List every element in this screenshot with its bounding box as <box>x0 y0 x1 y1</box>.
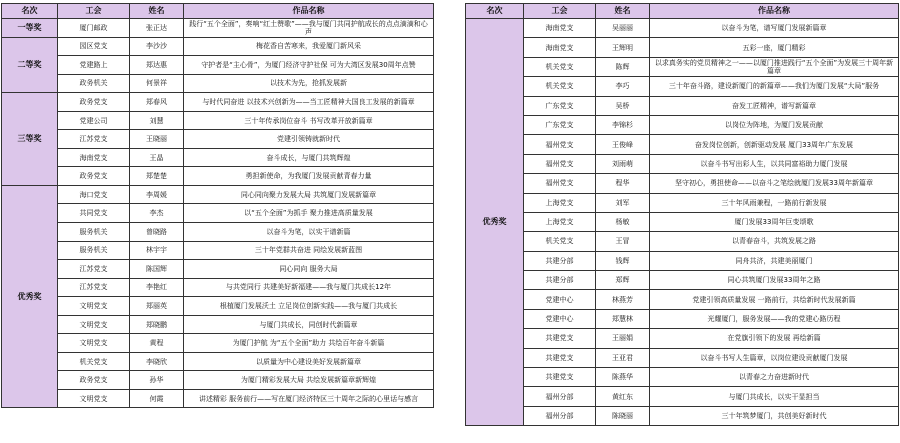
table-row <box>2 93 434 112</box>
table-row <box>2 111 434 130</box>
header-rank: 名次 <box>466 4 524 19</box>
union-cell: 机关党支 <box>524 57 596 76</box>
union-cell: 福州分部 <box>524 387 596 406</box>
rank-cell: 三等奖 <box>2 93 58 186</box>
table-row <box>2 74 434 93</box>
name-cell: 陈国辉 <box>130 260 184 279</box>
awards-table-right <box>465 3 899 426</box>
name-cell: 郑丽英 <box>130 297 184 316</box>
table-row <box>2 167 434 186</box>
work-cell: 坚守初心，勇担使命——以奋斗之笔绘就厦门发展33周年新篇章 <box>650 174 899 193</box>
work-cell: 与厦门共成长，同创时代新篇章 <box>184 315 434 334</box>
union-cell: 江苏党支 <box>58 130 130 149</box>
table-row <box>466 96 899 115</box>
name-cell: 王晶 <box>130 148 184 167</box>
table-row <box>466 212 899 231</box>
union-cell: 文明党支 <box>58 315 130 334</box>
name-cell: 李巧 <box>596 77 650 96</box>
union-cell: 福州党支 <box>524 174 596 193</box>
work-cell: 三十年奋斗路，建设新厦门的新篇章——我们为厦门发展“大局”服务 <box>650 77 899 96</box>
union-cell: 上海党支 <box>524 193 596 212</box>
rank-cell: 二等奖 <box>2 37 58 93</box>
work-cell: 为厦门精彩发展大局 共绘发展新篇章新辉煌 <box>184 371 434 390</box>
union-cell: 共建分部 <box>524 271 596 290</box>
union-cell: 厦门邮政 <box>58 19 130 38</box>
table-row <box>2 389 434 408</box>
work-cell: 与时代同奋进 以技术兴创新为——当工匠精神大国良工发展的新篇章 <box>184 93 434 112</box>
table-row <box>466 290 899 309</box>
union-cell: 共建分部 <box>524 251 596 270</box>
table-row <box>2 204 434 223</box>
work-cell: 厦门发展33周年巨变颂歌 <box>650 212 899 231</box>
union-cell: 党建中心 <box>524 290 596 309</box>
name-cell: 陈辉 <box>596 57 650 76</box>
name-cell: 郑达惠 <box>130 56 184 75</box>
work-cell: 以奋斗为笔，以实干谱新篇 <box>184 223 434 242</box>
work-cell: 奋发岗位创新，创新驱动发展 厦门33周年广东发展 <box>650 135 899 154</box>
work-cell: 与共党同行 共建美好新福建——我与厦门共成长12年 <box>184 278 434 297</box>
work-cell: 为厦门护航 为“五个全面”助力 共绘百年奋斗新篇 <box>184 334 434 353</box>
table-row <box>2 223 434 242</box>
work-cell: 以奋斗书写出彩人生，以共同富裕助力厦门发展 <box>650 154 899 173</box>
union-cell: 文明党支 <box>58 297 130 316</box>
table-row <box>2 297 434 316</box>
name-cell: 王冒 <box>596 232 650 251</box>
table-row <box>2 19 434 38</box>
name-cell: 郑春风 <box>130 93 184 112</box>
name-cell: 郑慧林 <box>596 309 650 328</box>
work-cell: 以青春之力奋进新时代 <box>650 368 899 387</box>
table-row <box>466 19 899 38</box>
work-cell: 以“五个全面”为抓手 聚力推进高质量发展 <box>184 204 434 223</box>
union-cell: 机关党支 <box>524 232 596 251</box>
name-cell: 刘军 <box>596 193 650 212</box>
work-cell: 以求真务实的党员精神之一——以厦门推进践行“五个全面”为发展三十周年新篇章 <box>650 57 899 76</box>
union-cell: 政务党支 <box>58 371 130 390</box>
name-cell: 杨敏 <box>596 212 650 231</box>
name-cell: 林宇宇 <box>130 241 184 260</box>
awards-table-left <box>1 3 434 408</box>
table-row <box>466 232 899 251</box>
work-cell: 三十年筑梦厦门，共创美好新时代 <box>650 406 899 425</box>
work-cell: 根植厦门发展沃土 立足岗位创新实践——我与厦门共成长 <box>184 297 434 316</box>
work-cell: 在党旗引领下的发展 再绘新篇 <box>650 329 899 348</box>
work-cell: 勇担新使命，为我厦门发展贡献青春力量 <box>184 167 434 186</box>
name-cell: 李杰 <box>130 204 184 223</box>
name-cell: 王俊峰 <box>596 135 650 154</box>
union-cell: 园区党支 <box>58 37 130 56</box>
table-row <box>466 135 899 154</box>
table-row <box>2 352 434 371</box>
work-cell: 三十年风雨兼程，一路前行新发展 <box>650 193 899 212</box>
table-row <box>466 251 899 270</box>
work-cell: 奋发工匠精神，谱写新篇章 <box>650 96 899 115</box>
header-union: 工会 <box>524 4 596 19</box>
name-cell: 黄程 <box>130 334 184 353</box>
name-cell: 李周媛 <box>130 185 184 204</box>
name-cell: 王亚君 <box>596 348 650 367</box>
header-name: 姓名 <box>596 4 650 19</box>
work-cell: 梅花香自苦寒来，我爱厦门新风采 <box>184 37 434 56</box>
union-cell: 福州分部 <box>524 406 596 425</box>
table-row <box>466 115 899 134</box>
name-cell: 刘雨萌 <box>596 154 650 173</box>
work-cell: 党建引领高质量发展 一路前行，共绘新时代发展新篇 <box>650 290 899 309</box>
union-cell: 共建党支 <box>524 329 596 348</box>
name-cell: 郑晓鹏 <box>130 315 184 334</box>
name-cell: 刘慧 <box>130 111 184 130</box>
table-row <box>2 241 434 260</box>
table-body <box>2 19 434 408</box>
work-cell: 同心共筑厦门发展33周年之路 <box>650 271 899 290</box>
name-cell: 何景祥 <box>130 74 184 93</box>
work-cell: 讲述精彩 服务前行——写在厦门经济特区三十周年之际的心里话与感言 <box>184 389 434 408</box>
work-cell: 同舟共济，共建美丽厦门 <box>650 251 899 270</box>
union-cell: 文明党支 <box>58 389 130 408</box>
table-row <box>466 368 899 387</box>
work-cell: 以奋斗书写人生篇章，以岗位建设贡献厦门发展 <box>650 348 899 367</box>
name-cell: 陈晓丽 <box>596 406 650 425</box>
table-row <box>2 334 434 353</box>
name-cell: 陈燕华 <box>596 368 650 387</box>
table-row <box>466 329 899 348</box>
table-row <box>466 174 899 193</box>
table-row <box>2 130 434 149</box>
name-cell: 郑辉 <box>596 271 650 290</box>
work-cell: 以青春奋斗，共筑发展之路 <box>650 232 899 251</box>
work-cell: 同心同向 服务大局 <box>184 260 434 279</box>
rank-cell: 一等奖 <box>2 19 58 38</box>
table-body <box>466 19 899 426</box>
union-cell: 福州党支 <box>524 154 596 173</box>
union-cell: 政务机关 <box>58 74 130 93</box>
union-cell: 党建中心 <box>524 309 596 328</box>
union-cell: 广东党支 <box>524 115 596 134</box>
union-cell: 共建党支 <box>524 368 596 387</box>
table-header-row <box>2 4 434 19</box>
name-cell: 郑楚楚 <box>130 167 184 186</box>
work-cell: 三十年党群共奋进 同绘发展新蓝图 <box>184 241 434 260</box>
work-cell: 光耀厦门，服务发展——我的党建心路历程 <box>650 309 899 328</box>
table-row <box>466 154 899 173</box>
union-cell: 服务机关 <box>58 223 130 242</box>
union-cell: 共同党支 <box>58 204 130 223</box>
table-row <box>2 278 434 297</box>
name-cell: 曾晓路 <box>130 223 184 242</box>
work-cell: 以奋斗为笔，谱写厦门发展新篇章 <box>650 19 899 38</box>
work-cell: 以质量为中心建设美好发展新篇章 <box>184 352 434 371</box>
union-cell: 服务机关 <box>58 241 130 260</box>
work-cell: 五彩一座，厦门精彩 <box>650 38 899 57</box>
union-cell: 机关党支 <box>58 352 130 371</box>
union-cell: 广东党支 <box>524 96 596 115</box>
header-work: 作品名称 <box>184 4 434 19</box>
name-cell: 钱辉 <box>596 251 650 270</box>
union-cell: 海南党支 <box>524 38 596 57</box>
name-cell: 王丽娟 <box>596 329 650 348</box>
work-cell: 同心同向聚力发展大局 共筑厦门发展新篇章 <box>184 185 434 204</box>
header-union: 工会 <box>58 4 130 19</box>
union-cell: 上海党支 <box>524 212 596 231</box>
table-row <box>466 193 899 212</box>
table-row <box>466 406 899 425</box>
table-row <box>2 315 434 334</box>
work-cell: 与厦门共成长，以实干显担当 <box>650 387 899 406</box>
name-cell: 李锦杉 <box>596 115 650 134</box>
name-cell: 李沙沙 <box>130 37 184 56</box>
name-cell: 张正达 <box>130 19 184 38</box>
name-cell: 王晓丽 <box>130 130 184 149</box>
name-cell: 李艳红 <box>130 278 184 297</box>
name-cell: 吴桥 <box>596 96 650 115</box>
table-header-row <box>466 4 899 19</box>
union-cell: 党建公司 <box>58 111 130 130</box>
work-cell: 守护者是“主心骨”，为厦门经济守护社保 可为大湾区发展30周年点赞 <box>184 56 434 75</box>
name-cell: 孙华 <box>130 371 184 390</box>
work-cell: 党建引领铸就新时代 <box>184 130 434 149</box>
work-cell: 践行“五个全面”，奏响“红土赞歌”——我与厦门共同护航成长的点点滴滴和心声 <box>184 19 434 38</box>
table-row <box>466 348 899 367</box>
union-cell: 机关党支 <box>524 77 596 96</box>
union-cell: 共建党支 <box>524 348 596 367</box>
union-cell: 海口党支 <box>58 185 130 204</box>
header-work: 作品名称 <box>650 4 899 19</box>
work-cell: 以技术为先，抢抓发展新 <box>184 74 434 93</box>
name-cell: 程华 <box>596 174 650 193</box>
header-rank: 名次 <box>2 4 58 19</box>
table-row <box>466 387 899 406</box>
table-row <box>2 56 434 75</box>
union-cell: 政务党支 <box>58 93 130 112</box>
table-row <box>2 37 434 56</box>
table-row <box>2 185 434 204</box>
name-cell: 吴丽丽 <box>596 19 650 38</box>
union-cell: 江苏党支 <box>58 260 130 279</box>
name-cell: 何霞 <box>130 389 184 408</box>
rank-cell: 优秀奖 <box>2 185 58 408</box>
table-row <box>466 309 899 328</box>
union-cell: 海南党支 <box>58 148 130 167</box>
table-row <box>2 260 434 279</box>
table-row <box>466 57 899 76</box>
name-cell: 黄红东 <box>596 387 650 406</box>
table-row <box>2 148 434 167</box>
table-row <box>466 38 899 57</box>
work-cell: 以岗位为阵地，为厦门发展贡献 <box>650 115 899 134</box>
name-cell: 李晓欣 <box>130 352 184 371</box>
table-row <box>466 77 899 96</box>
work-cell: 三十年传承岗位奋斗 书写改革开放新篇章 <box>184 111 434 130</box>
union-cell: 江苏党支 <box>58 278 130 297</box>
union-cell: 福州党支 <box>524 135 596 154</box>
header-name: 姓名 <box>130 4 184 19</box>
name-cell: 王辉明 <box>596 38 650 57</box>
union-cell: 文明党支 <box>58 334 130 353</box>
table-row <box>466 271 899 290</box>
rank-cell: 优秀奖 <box>466 19 524 426</box>
name-cell: 林燕芳 <box>596 290 650 309</box>
union-cell: 海南党支 <box>524 19 596 38</box>
union-cell: 政务党支 <box>58 167 130 186</box>
union-cell: 党建路上 <box>58 56 130 75</box>
table-row <box>2 371 434 390</box>
work-cell: 奋斗成长，与厦门共筑辉煌 <box>184 148 434 167</box>
